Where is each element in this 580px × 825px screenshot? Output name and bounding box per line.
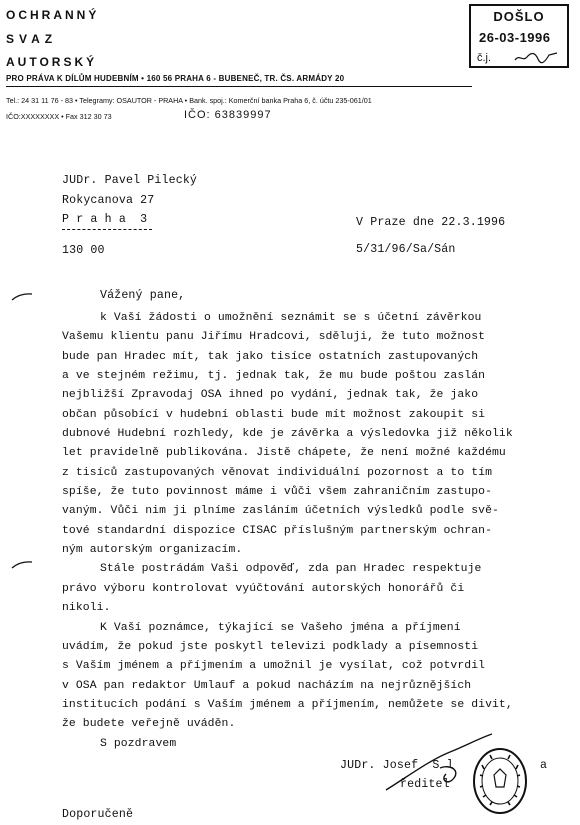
stamp-initials-scribble	[511, 48, 561, 66]
body-line: dubnové Hudební rozhledy, kde je závěrka a výsledovka již několik	[62, 428, 513, 441]
stamp-date: 26-03-1996	[479, 30, 551, 45]
body-line: právo výboru kontrolovat vyúčtování autorských honorářů či	[62, 582, 465, 595]
body-line: institucích podání s Vaším jménem a příjmením, nemůžete se divit,	[62, 698, 513, 711]
body-line: vaným. Vůči nim ji plníme zasláním účetních výsledků podle svě-	[62, 505, 499, 518]
city-underline	[62, 229, 152, 230]
org-address: PRO PRÁVA K DÍLŮM HUDEBNÍM • 160 56 PRAHA 6 - BUBENEČ, TR. ČS. ARMÁDY 20	[6, 74, 345, 83]
org-ico-fax: IČO:XXXXXXXX • Fax 312 30 73	[6, 112, 112, 121]
reference-number: 5/31/96/Sa/Sán	[356, 243, 456, 256]
body-line: a ve stejném režimu, tj. jednak tak, že mu bude poštou zaslán	[62, 370, 486, 383]
received-stamp	[469, 4, 569, 68]
body-line: spíše, že tuto povinnost máme i vůči všem zahraničním zastupo-	[62, 486, 493, 499]
recipient-street: Rokycanova 27	[62, 194, 155, 207]
salutation: Vážený pane,	[100, 289, 186, 302]
org-name-line2: SVAZ	[6, 32, 58, 46]
recipient-postcode: 130 00	[62, 244, 105, 257]
org-ico-number: IČO: 63839997	[184, 109, 272, 121]
recipient-city: P r a h a 3	[62, 213, 148, 226]
body-line: uvádím, že pokud jste poskytl televizi podklady a písemnosti	[62, 640, 479, 653]
body-line: tové standardní dispozice CISAC příslušným partnerským ochran-	[62, 524, 493, 537]
fold-mark-middle	[10, 560, 34, 570]
body-line: Stále postrádám Vaši odpověď, zda pan Hradec respektuje	[100, 563, 482, 576]
letterhead-rule	[6, 86, 472, 87]
body-line: S pozdravem	[100, 737, 177, 750]
stamp-title: DOŠLO	[493, 9, 545, 24]
body-line: z tisíců zastupovaných věnovat individuální pozornost a to tím	[62, 466, 493, 479]
body-line: bude pan Hradec mít, tak jako tisíce ostatních zastupovaných	[62, 350, 479, 363]
body-line: občan působící v hudební oblasti bude mít možnost zakoupit si	[62, 408, 486, 421]
letter-body	[62, 309, 572, 754]
recipient-name: JUDr. Pavel Pilecký	[62, 174, 198, 187]
body-line: Vašemu klientu panu Jiřímu Hradcovi, sděluji, že tuto možnost	[62, 331, 486, 344]
signatory-name-end: a	[540, 759, 548, 772]
signatory-title: ředitel	[400, 778, 450, 791]
fold-mark-top	[10, 292, 34, 302]
body-line: nejbližší Zpravodaj OSA ihned po vydání, jednak tak, že jako	[62, 389, 479, 402]
official-round-seal	[470, 745, 530, 815]
org-contact: Tel.: 24 31 11 76 - 83 • Telegramy: OSAUTOR - PRAHA • Bank. spoj.: Komerční banka Praha 6, č. účtu 235-061/01	[6, 96, 372, 105]
body-line: k Vaší žádosti o umožnění seznámit se s účetní závěrkou	[100, 312, 482, 324]
body-line: nikoli.	[62, 602, 111, 615]
place-date: V Praze dne 22.3.1996	[356, 216, 506, 229]
delivery-note: Doporučeně	[62, 808, 134, 821]
body-line: ným autorským organizacím.	[62, 544, 243, 557]
body-line: s Vaším jménem a příjmením a umožnil je vysílat, což potvrdil	[62, 660, 486, 673]
signatory-name: JUDr. Josef S l	[340, 759, 454, 772]
body-line: let pravidelně publikována. Jistě chápete, že není možné každému	[62, 447, 506, 460]
org-name-line1: OCHRANNÝ	[6, 8, 100, 22]
body-line: K Vaší poznámce, týkající se Vašeho jména a příjmení	[100, 621, 461, 634]
body-line: že budete veřejně uváděn.	[62, 718, 236, 731]
stamp-cj-label: č.j.	[477, 52, 492, 64]
body-line: v OSA pan redaktor Umlauf a pokud nacházím na nejrůznějších	[62, 679, 472, 692]
org-name-line3: AUTORSKÝ	[6, 55, 98, 69]
